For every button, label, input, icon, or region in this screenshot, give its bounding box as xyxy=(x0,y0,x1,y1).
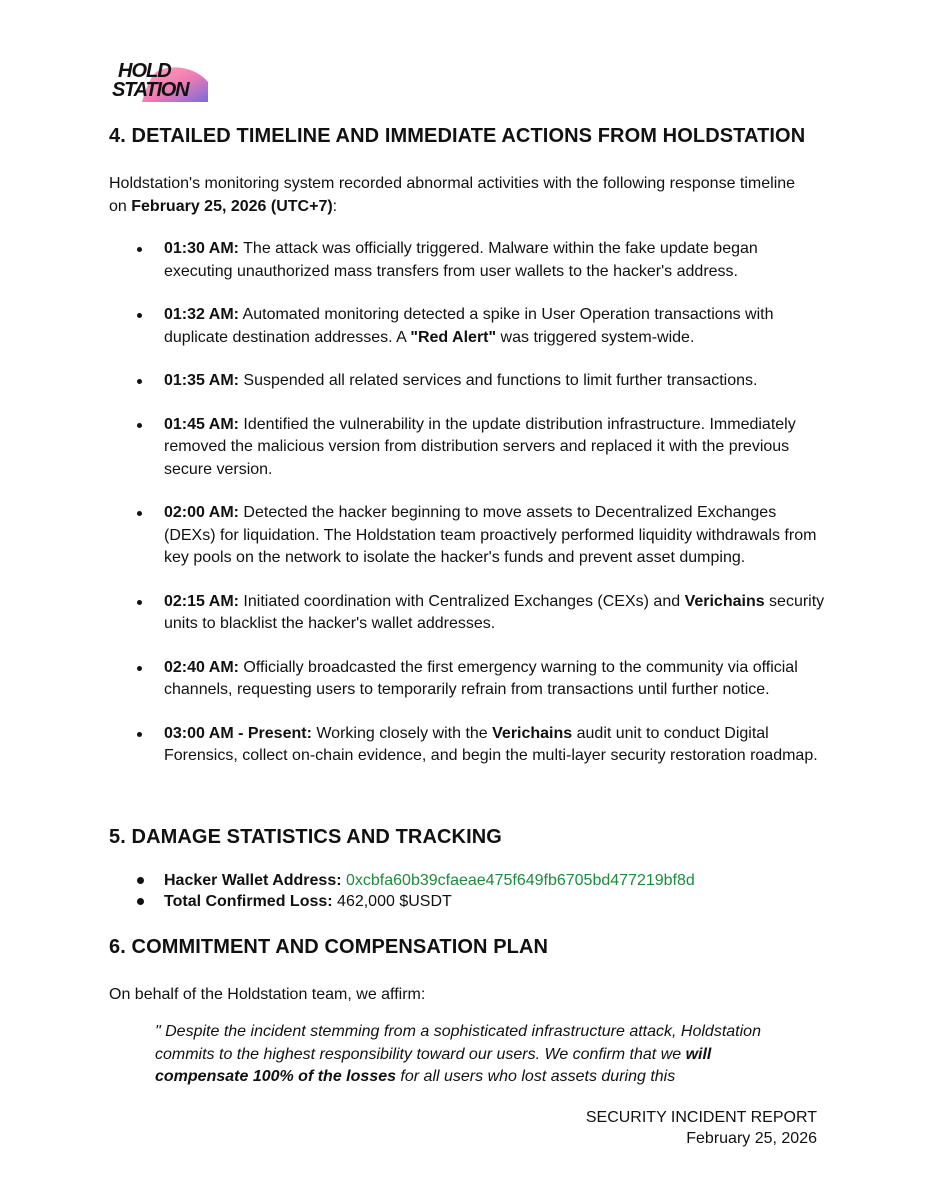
timeline-item: 01:35 AM: Suspended all related services and functions to limit further transactions. xyxy=(109,370,829,393)
timeline-item: 02:00 AM: Detected the hacker beginning to move assets to Decentralized Exchanges (DEXs) for liquidation. The Holdstation team proactively performed liquidity withdrawals from key pools on the network to isolate the hacker's funds and prevent asset dumping. xyxy=(109,502,829,570)
section-6-heading: 6. COMMITMENT AND COMPENSATION PLAN xyxy=(109,936,549,958)
wallet-item: Hacker Wallet Address: 0xcbfa60b39cfaeae475f649fb6705bd477219bf8d xyxy=(109,870,829,891)
commitment-quote: " Despite the incident stemming from a sophisticated infrastructure attack, Holdstation commits to the highest responsibility toward our users. We confirm that we will compensate 100% of the losses for all users who lost assets during this xyxy=(155,1023,761,1085)
damage-list xyxy=(109,870,829,912)
commitment-intro: On behalf of the Holdstation team, we affirm: xyxy=(109,986,426,1003)
timeline-list xyxy=(109,238,829,789)
report-title: SECURITY INCIDENT REPORT xyxy=(585,1109,817,1126)
timeline-intro: Holdstation's monitoring system recorded abnormal activities with the following response timeline on February 25, 2026 (UTC+7): xyxy=(109,175,796,215)
wallet-address-link[interactable]: 0xcbfa60b39cfaeae475f649fb6705bd477219bf8d xyxy=(346,872,695,889)
loss-item: Total Confirmed Loss: 462,000 $USDT xyxy=(109,891,829,912)
svg-text:HOLD: HOLD xyxy=(118,60,171,82)
timeline-item: 01:32 AM: Automated monitoring detected a spike in User Operation transactions with duplicate destination addresses. A "Red Alert" was triggered system-wide. xyxy=(109,304,829,349)
timeline-item: 01:30 AM: The attack was officially triggered. Malware within the fake update began executing unauthorized mass transfers from user wallets to the hacker's address. xyxy=(109,238,829,283)
report-date: February 25, 2026 xyxy=(686,1130,817,1147)
timeline-item: 02:15 AM: Initiated coordination with Centralized Exchanges (CEXs) and Verichains security units to blacklist the hacker's wallet addresses. xyxy=(109,591,829,636)
timeline-item: 03:00 AM - Present: Working closely with the Verichains audit unit to conduct Digital Forensics, collect on-chain evidence, and begin the multi-layer security restoration roadmap. xyxy=(109,723,829,768)
report-footer xyxy=(586,1107,817,1149)
section-5-heading: 5. DAMAGE STATISTICS AND TRACKING xyxy=(109,826,502,848)
section-4-heading: 4. DETAILED TIMELINE AND IMMEDIATE ACTIONS FROM HOLDSTATION xyxy=(109,125,806,147)
timeline-item: 02:40 AM: Officially broadcasted the first emergency warning to the community via official channels, requesting users to temporarily refrain from transactions until further notice. xyxy=(109,657,829,702)
holdstation-logo xyxy=(112,58,208,102)
timeline-item: 01:45 AM: Identified the vulnerability in the update distribution infrastructure. Immediately removed the malicious version from distribution servers and replaced it with the previous secure version. xyxy=(109,414,829,482)
svg-text:STATION: STATION xyxy=(112,79,189,101)
